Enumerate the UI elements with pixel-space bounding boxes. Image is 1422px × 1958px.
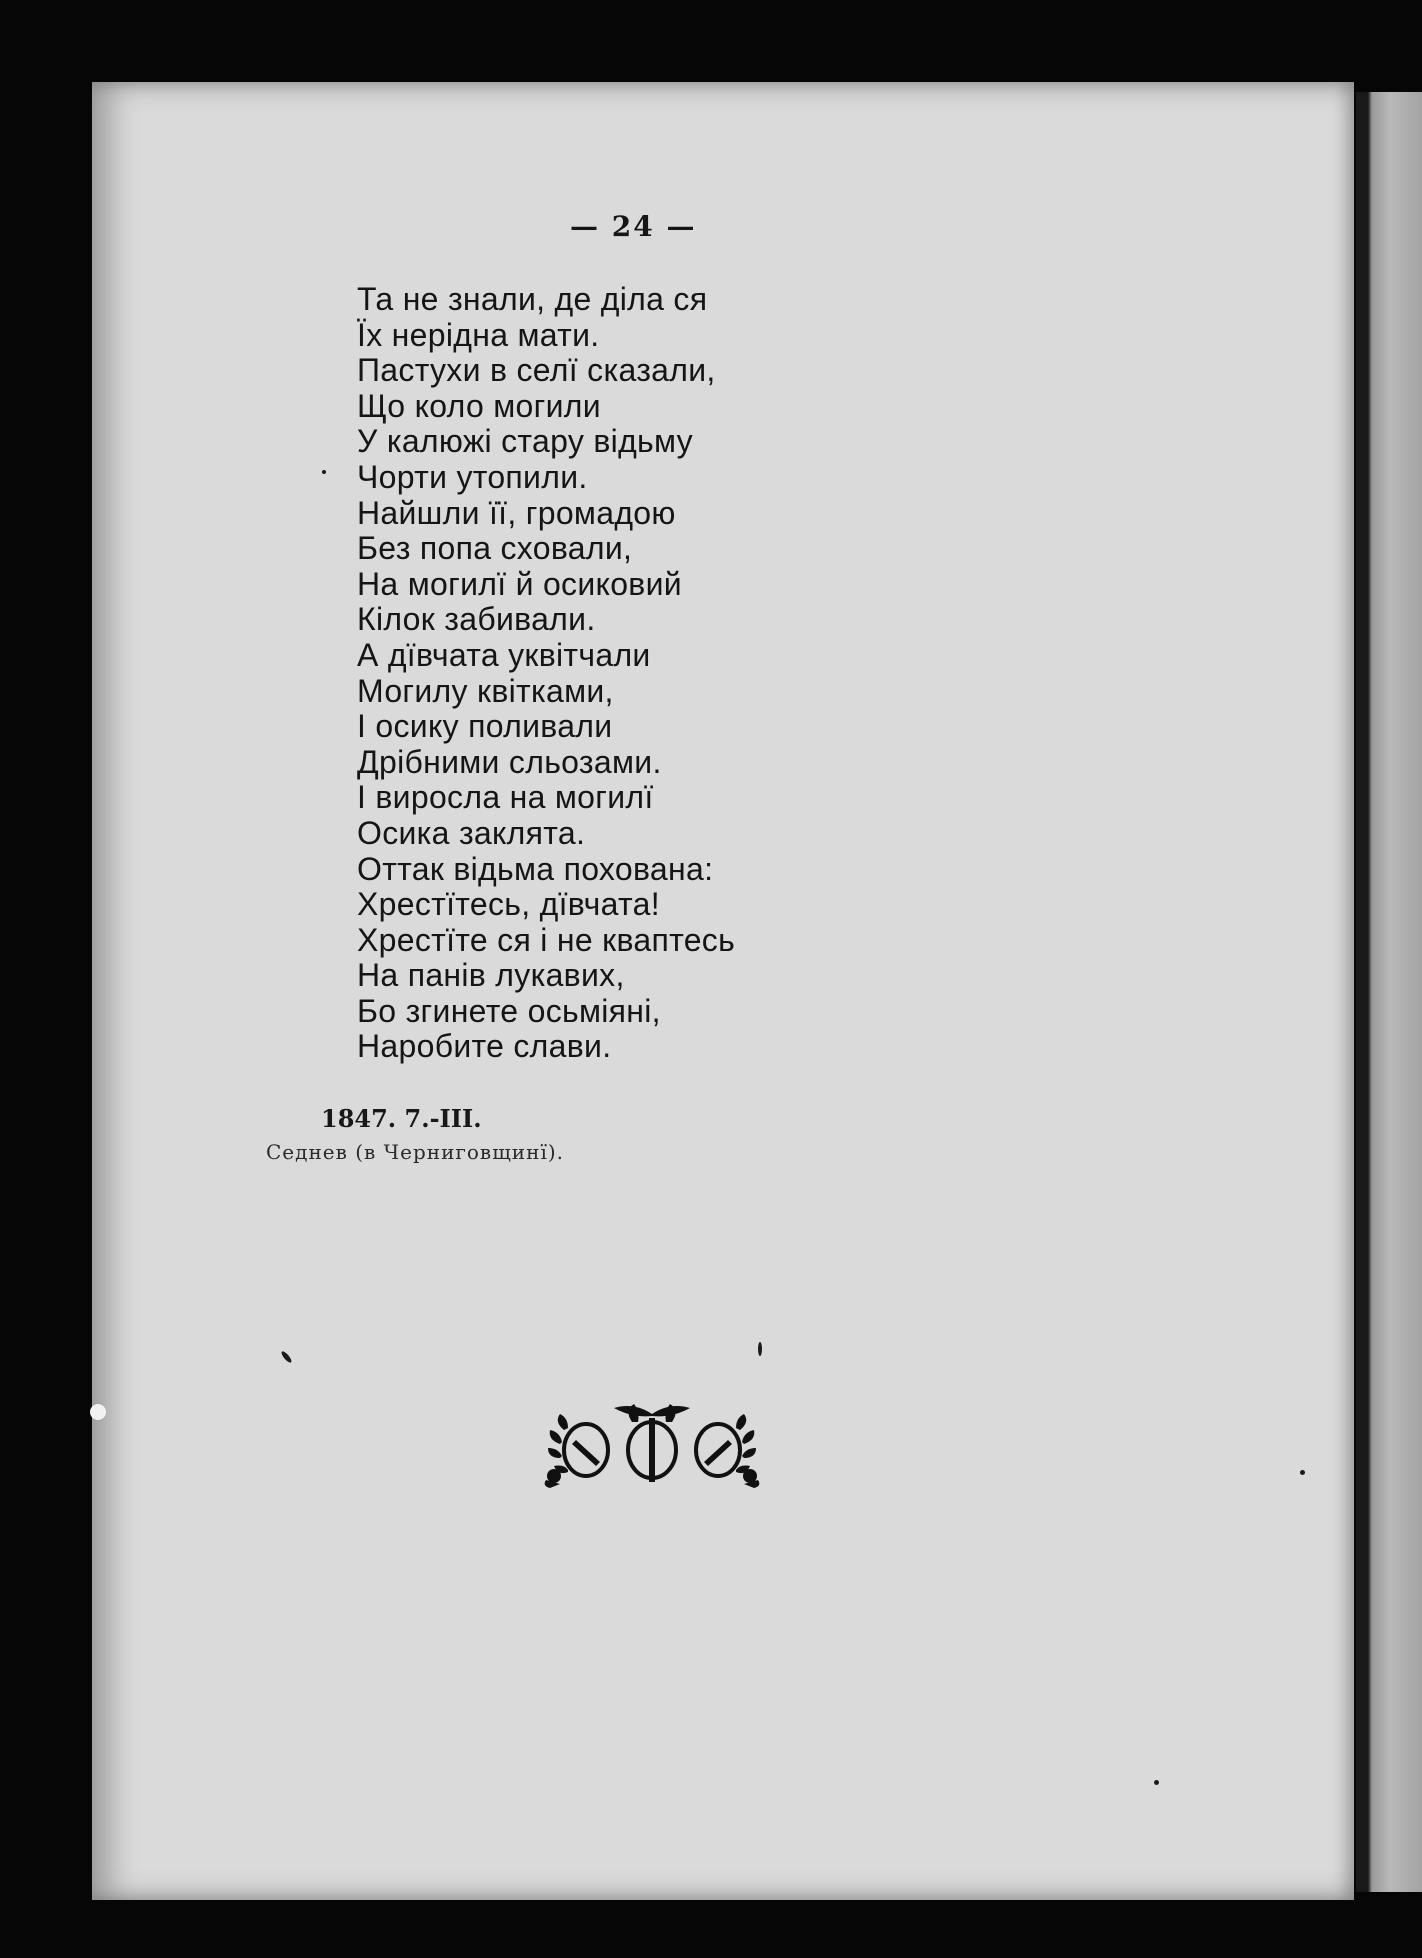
poem-line: Хрестїтесь, дївчата!	[357, 886, 660, 923]
poem-line: Найшли її, громадою	[357, 494, 676, 531]
poem-line: Пастухи в селї сказали,	[357, 352, 716, 389]
poem-line: На могилї й осиковий	[357, 565, 682, 602]
poem-line: І осику поливали	[357, 708, 613, 745]
poem-line: Бо згинете осьміяні,	[357, 992, 661, 1029]
poem-line: У калюжі стару відьму	[357, 423, 693, 460]
poem-line: Без попа сховали,	[357, 530, 633, 567]
poem-line: Та не знали, де діла ся	[357, 281, 708, 317]
poem-line: А дївчата уквітчали	[357, 636, 651, 673]
print-speck	[90, 1404, 106, 1420]
poem-line: Осика заклята.	[357, 814, 586, 851]
poem-place: Седнев (в Черниговщинї).	[266, 1140, 565, 1164]
laurel-wreath-ornament-icon	[540, 1400, 764, 1492]
poem-line: Кілок забивали.	[357, 601, 596, 638]
poem-line: Дрібними сльозами.	[357, 743, 662, 780]
print-speck	[322, 470, 326, 474]
print-speck	[758, 1342, 762, 1356]
poem-text	[357, 282, 735, 1065]
poem-line: Наробите слави.	[357, 1028, 612, 1065]
poem-date: 1847. 7.-III.	[321, 1104, 482, 1133]
poem-line: Хрестїте ся і не кваптесь	[357, 921, 736, 958]
poem-line: На панів лукавих,	[357, 957, 625, 994]
poem-line: Оттак відьма похована:	[357, 850, 714, 887]
poem-line: Їх нерідна мати.	[357, 316, 600, 353]
page-number: — 24 —	[570, 210, 697, 243]
print-speck	[1300, 1470, 1305, 1475]
print-speck	[1154, 1780, 1159, 1785]
poem-line: Могилу квітками,	[357, 672, 614, 709]
poem-line: Що коло могили	[357, 387, 601, 424]
adjacent-page-edge	[1356, 92, 1422, 1892]
poem-line: І виросла на могилї	[357, 779, 654, 816]
poem-line: Чорти утопили.	[357, 458, 588, 495]
